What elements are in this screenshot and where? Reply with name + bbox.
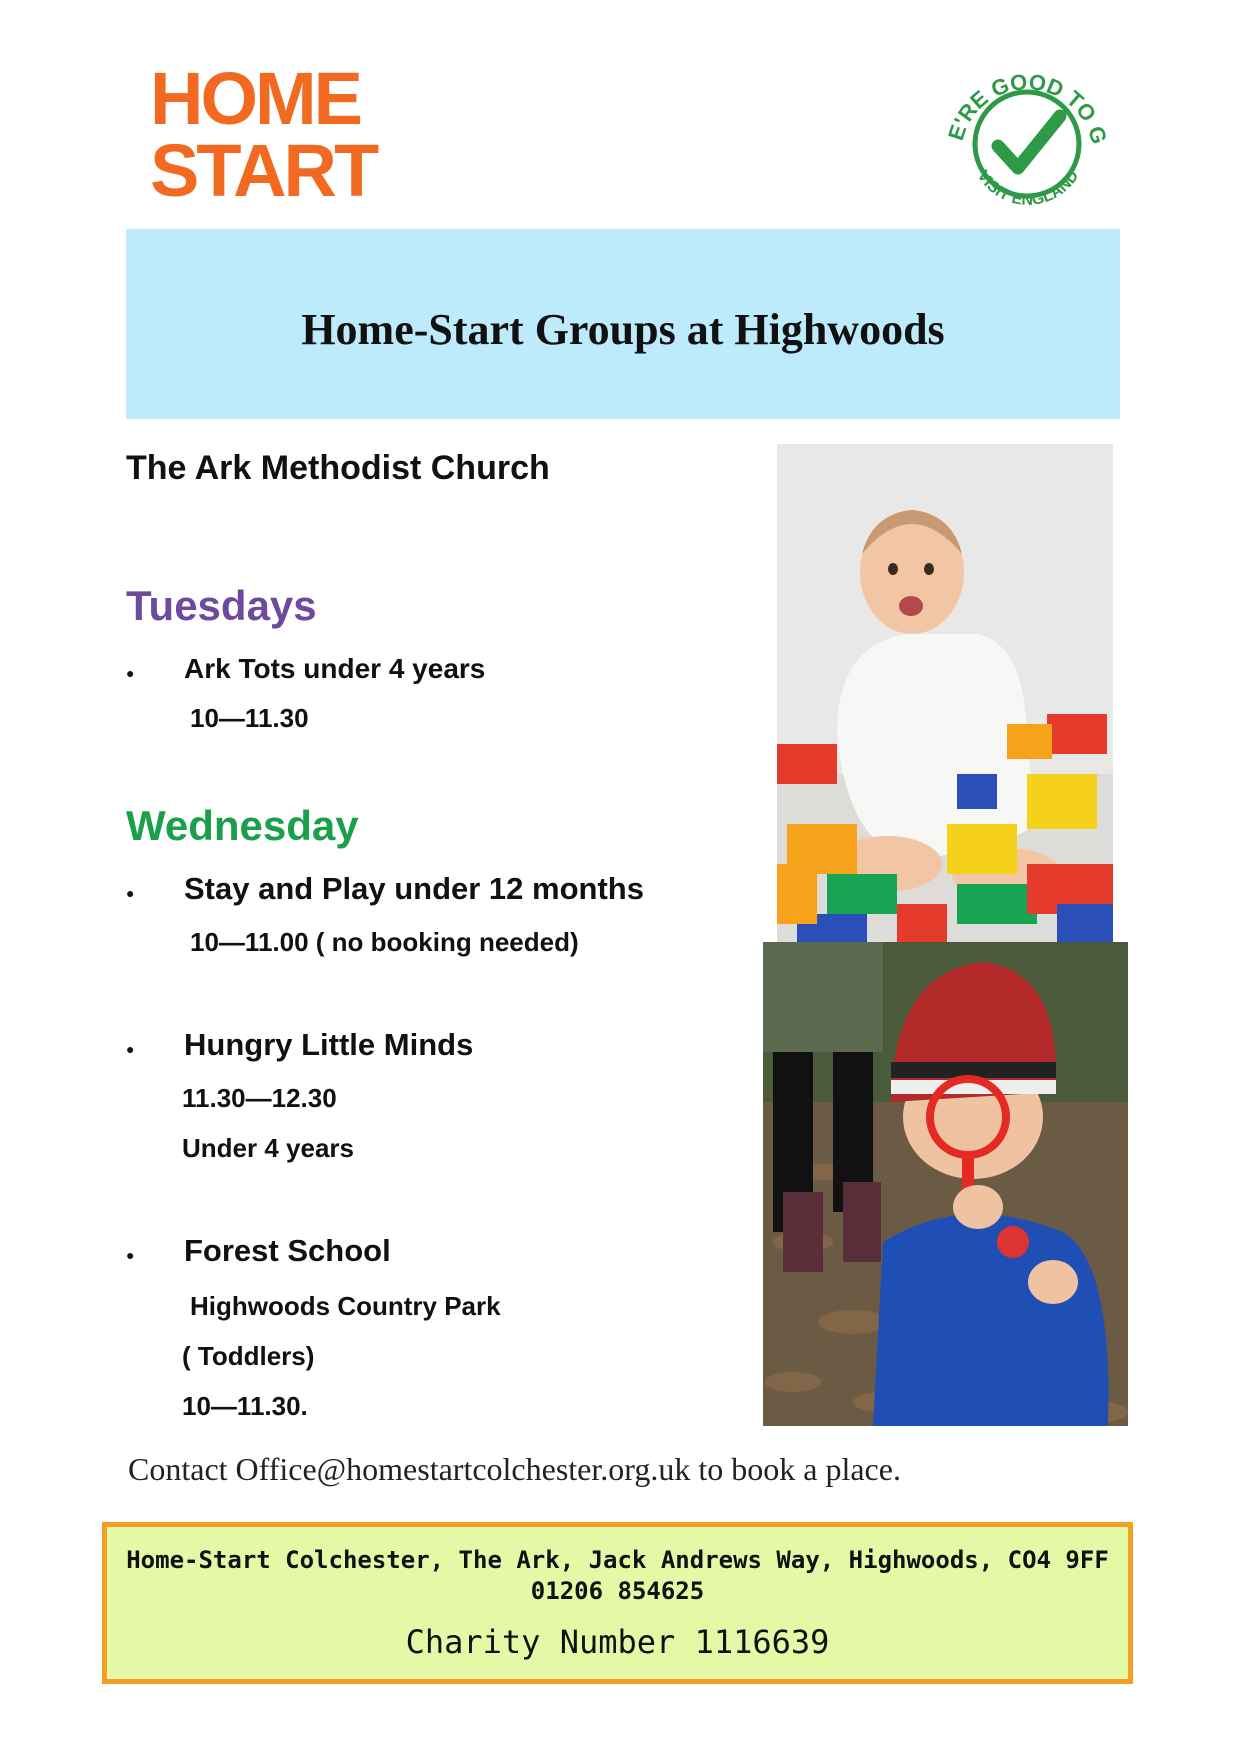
badge-graphic <box>936 44 1118 226</box>
footer-phone: 01206 854625 <box>530 1577 705 1605</box>
badge-bottom-text: VISIT ENGLAND <box>973 167 1083 209</box>
forest-school-time: 10—11.30. <box>182 1391 308 1421</box>
forest-school-title: Forest School <box>184 1233 391 1268</box>
home-start-logo <box>150 57 380 212</box>
tuesday-item-time: 10—11.30 <box>190 703 309 733</box>
bullet-icon: ● <box>126 885 135 901</box>
logo-word-home: HOME <box>150 57 360 140</box>
bullet-icon: ● <box>126 1041 135 1057</box>
hungry-little-minds-time: 11.30—12.30 <box>182 1083 337 1113</box>
tuesday-heading: Tuesdays <box>126 582 317 629</box>
stay-and-play-title: Stay and Play under 12 months <box>184 871 644 906</box>
contact-text: Contact Office@homestartcolchester.org.uk to book a place. <box>128 1451 901 1487</box>
bullet-icon: ● <box>126 1247 135 1263</box>
hungry-little-minds-title: Hungry Little Minds <box>184 1027 474 1062</box>
badge-top-text: E'RE GOOD TO G <box>943 69 1113 147</box>
venue-name: The Ark Methodist Church <box>126 449 550 487</box>
footer-address: Home-Start Colchester, The Ark, Jack Andrews Way, Highwoods, CO4 9FF <box>126 1546 1109 1574</box>
title-banner <box>126 229 1120 419</box>
wednesday-heading: Wednesday <box>126 802 359 849</box>
hungry-little-minds-age: Under 4 years <box>182 1133 354 1163</box>
tuesday-item-title: Ark Tots under 4 years <box>184 653 486 684</box>
forest-school-group: ( Toddlers) <box>182 1341 315 1371</box>
page-title: Home-Start Groups at Highwoods <box>301 305 945 354</box>
toddler-magnifier-photo <box>763 942 1128 1426</box>
forest-school-location: Highwoods Country Park <box>190 1291 501 1321</box>
footer-box <box>102 1522 1133 1684</box>
baby-with-blocks-photo <box>777 444 1113 942</box>
stay-and-play-time: 10—11.00 ( no booking needed) <box>190 927 579 957</box>
logo-word-start: START <box>150 129 377 212</box>
bullet-icon: ● <box>126 665 135 681</box>
good-to-go-badge <box>936 44 1118 226</box>
charity-number: Charity Number 1116639 <box>405 1623 830 1661</box>
